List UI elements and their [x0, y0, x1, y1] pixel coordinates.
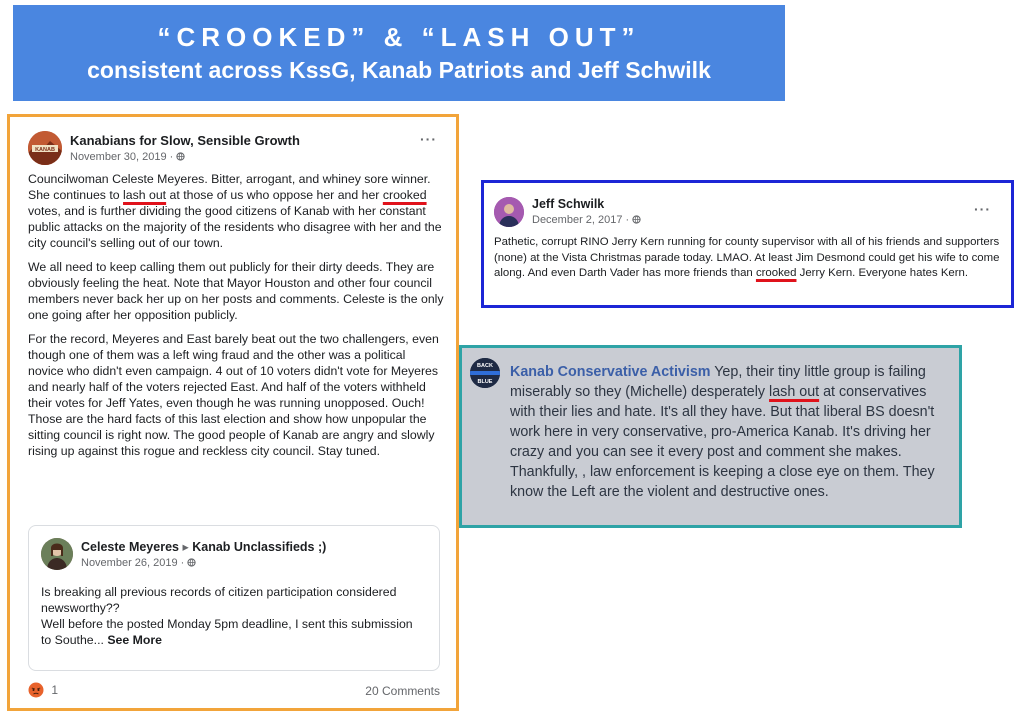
globe-icon: [176, 151, 185, 163]
back-the-blue-avatar[interactable]: [470, 358, 500, 388]
jeff-avatar[interactable]: [494, 197, 524, 227]
svg-text:BLUE: BLUE: [477, 379, 493, 385]
comment-author[interactable]: Kanab Conservative Activism: [510, 364, 711, 380]
page-avatar[interactable]: [28, 131, 62, 165]
arrow-icon: ▸: [182, 540, 189, 554]
shared-group[interactable]: Kanab Unclassifieds ;): [192, 540, 327, 554]
highlight-lash-out: lash out: [123, 188, 167, 202]
globe-icon: [632, 214, 641, 226]
comment-body: Kanab Conservative Activism Yep, their tiny little group is failing miserably so they (Michelle) desperately lash out at conservatives with their lies and hate. It's all they have. But that liberal BS doesn't work here in very conservative, pro-America Kanab. It's driving her crazy and you can see it every post and comment she makes. Thankfully, , law enforcement is keeping a close eye on them. They know the Left are the violent and destructive ones.: [510, 364, 935, 500]
post-date-text: November 30, 2019 ·: [70, 151, 174, 163]
post-paragraph-3: For the record, Meyeres and East barely beat out the two challengers, even though one of them was a left wing fraud and the other was a political novice who didn't even campaign. 4 out of 10 voters didn't vote for Meyeres and nearly half of the voters rejected East. And half of the voters withheld their votes for Jeff Yates, even though he was running unopposed. Ouch! Those are the hard facts of this last election and show how unpopular the sitting council is right now. The good people of Kanab are angry and slowly rising up against this rogue and reckless city council. Stay tuned.: [28, 332, 439, 458]
post-author[interactable]: Jeff Schwilk: [532, 197, 605, 211]
comment-kanab-conservative-activism: [459, 345, 962, 528]
reaction-count[interactable]: 1: [51, 683, 59, 697]
highlight-crooked: crooked: [755, 267, 797, 279]
post-author[interactable]: Kanabians for Slow, Sensible Growth: [70, 133, 300, 148]
shared-post[interactable]: [28, 525, 440, 671]
post-date[interactable]: [70, 151, 185, 163]
shared-body: Is breaking all previous records of citizen participation considered newsworthy?? Well before the posted Monday 5pm deadline, I sent this submission to Southe... See More: [41, 585, 413, 647]
highlight-crooked: crooked: [382, 188, 427, 202]
more-options-icon[interactable]: ···: [420, 131, 437, 147]
globe-icon: [187, 557, 196, 569]
post-body: [28, 171, 444, 467]
title-banner: [13, 5, 785, 101]
post-paragraph-1: Councilwoman Celeste Meyeres. Bitter, arrogant, and whiney sore winner. She continues to lash out at those of us who oppose her and her crooked votes, and is further dividing the good citizens of Kanab with her constant public attacks on the majority of the residents who disagree with her and the city council's selling out of our town.: [28, 172, 442, 250]
angry-emoji-icon[interactable]: [28, 682, 44, 701]
svg-text:KANAB: KANAB: [35, 147, 55, 153]
more-options-icon[interactable]: ···: [974, 201, 991, 217]
highlight-lash-out: lash out: [769, 384, 820, 400]
svg-text:BACK: BACK: [477, 363, 493, 369]
shared-date[interactable]: November 26, 2019 ·: [81, 557, 196, 569]
see-more-link[interactable]: See More: [107, 633, 163, 647]
comments-count[interactable]: 20 Comments: [365, 684, 440, 698]
banner-line-2: consistent across KssG, Kanab Patriots and Jeff Schwilk: [87, 57, 711, 83]
banner-line-1: “CROOKED” & “LASH OUT”: [157, 22, 641, 52]
post-body: Pathetic, corrupt RINO Jerry Kern running for county supervisor with all of his friends and supporters (none) at the Vista Christmas parade today. LMAO. At least Jim Desmond could get his wife to come along. And even Darth Vader has more friends than crooked Jerry Kern. Everyone hates Kern.: [494, 236, 1000, 279]
facebook-post-jeff-schwilk: [481, 180, 1014, 308]
shared-author[interactable]: Celeste Meyeres ▸ Kanab Unclassifieds ;): [81, 540, 327, 554]
facebook-post-kssg: [7, 114, 459, 711]
post-date[interactable]: December 2, 2017 ·: [532, 214, 641, 226]
shared-author-avatar[interactable]: [41, 538, 73, 570]
post-paragraph-2: We all need to keep calling them out publicly for their dirty deeds. They are obviously feeling the heat. Note that Mayor Houston and other four council members never back her up on her posts and comments. Celeste is the only one going after her opposition publicly.: [28, 260, 444, 322]
post-footer: [28, 682, 440, 701]
